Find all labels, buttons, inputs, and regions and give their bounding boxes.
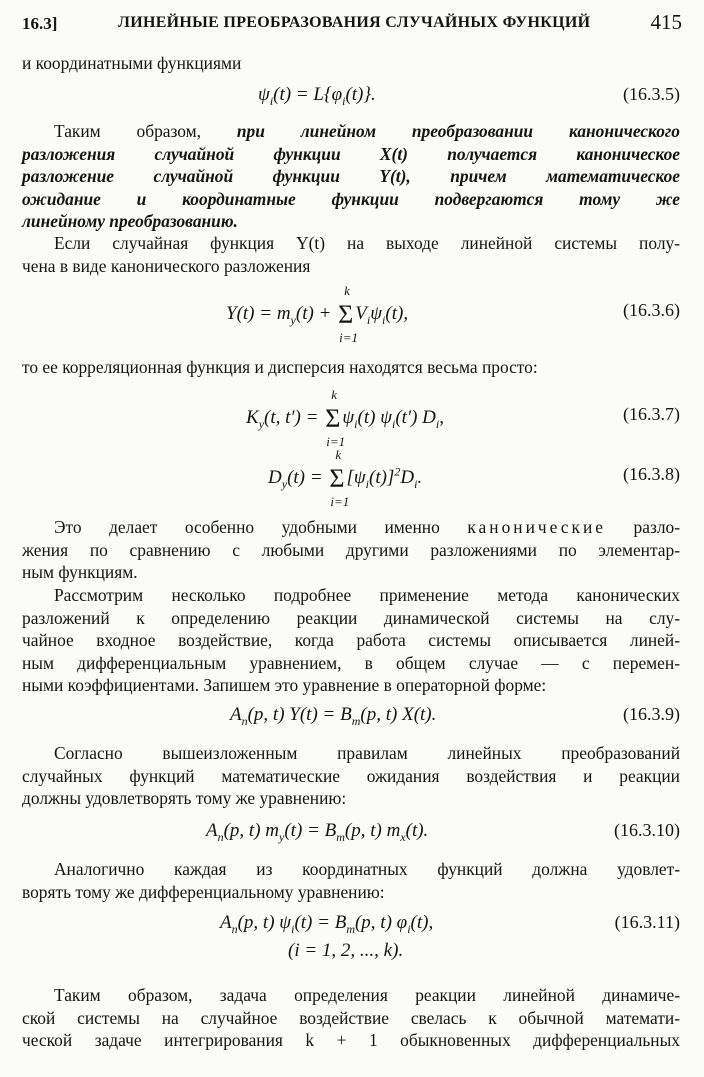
equation-number: (16.3.10) (614, 820, 680, 840)
running-header (22, 8, 682, 38)
page-number: 415 (650, 10, 682, 34)
equation-16-3-11: $A_n(p$, t) $\psi_i(t) = B_m(p$, t) $\varphi_i(t)$, (16.3.11) (220, 912, 680, 936)
equation-number: (16.3.9) (623, 704, 680, 724)
paragraph-method: Рассмотрим несколько подробнее применение метода канонических разложений к определению реакции динамической системы на слу- чайное входное воздействие, когда работа системы описывается линей- ным дифференциальным уравнением, в общем случае — с перемен- ными коэффициентами. Запишем это уравнение в операторной форме: (22, 585, 680, 696)
paragraph-output: Если случайная функция Y(t) на выходе линейной системы полу- чена в виде канонического разложения (22, 233, 680, 276)
equation-16-3-5: $\psi_i(t) = L\{\varphi_i(t)\}$. (16.3.5) (258, 84, 680, 108)
paragraph-canonical: Это делает особенно удобными именно канонические разло- жения по сравнению с любыми другими разложениями по элементар- ным функциям. (22, 517, 680, 583)
equation-16-3-9: $A_n(p$, t) $Y(t) = B_m(p$, t) X(t). (16.3.9) (230, 704, 680, 728)
equation-number: (16.3.5) (623, 84, 680, 104)
equation-number: (16.3.11) (614, 912, 680, 932)
running-title: ЛИНЕЙНЫЕ ПРЕОБРАЗОВАНИЯ СЛУЧАЙНЫХ ФУНКЦИЙ (118, 14, 591, 31)
equation-number: (16.3.6) (623, 300, 680, 320)
paragraph-intro: и координатными функциями (22, 53, 242, 73)
paragraph-correlation: то ее корреляционная функция и дисперсия находятся весьма просто: (22, 357, 538, 377)
equation-16-3-11-condition: (i = 1, 2, ..., k). (288, 940, 404, 961)
equation-number: (16.3.8) (623, 464, 680, 484)
paragraph-summary: Таким образом, задача определения реакции линейной динамиче- ской системы на случайное воздействие свелась к обычной математи- ческой задаче интегрирования k + 1 обыкновенных дифференциальных (22, 985, 680, 1051)
paragraph-coordinate: Аналогично каждая из координатных функций должна удовлет- ворять тому же дифференциальному уравнению: (22, 859, 680, 902)
equation-16-3-6: $Y(t) = m_y(t) + \Sigma$ k i=1 $V_i\psi_i(t)$, (16.3.6) (226, 283, 680, 345)
equation-16-3-7: $K_y(t$, t′) = Σ k i=1 $\psi_i(t)$ $\psi_i(t')$ $D_i$, (16.3.7) (246, 387, 680, 449)
section-number: 16.3] (22, 14, 58, 33)
paragraph-conclusion: Таким образом, при линейном преобразовании канонического разложения случайной функции X(t) получается каноническое разложение случайной функции Y(t), причем математическое ожидание и координатные функции подвергаются тому же линейному преобразованию. (22, 121, 680, 232)
equation-number: (16.3.7) (623, 404, 680, 424)
equation-16-3-8: $D_y(t) = \Sigma$ k i=1 $[\psi_i(t)]^2D_i$. (16.3.8) (268, 447, 680, 509)
paragraph-rules: Согласно вышеизложенным правилам линейных преобразований случайных функций математические ожидания воздействия и реакции должны удовлетворять тому же уравнению: (22, 743, 680, 809)
equation-16-3-10: $A_n(p$, t) $m_y(t) = B_m(p$, t) $m_x(t)$. (16.3.10) (206, 820, 680, 844)
